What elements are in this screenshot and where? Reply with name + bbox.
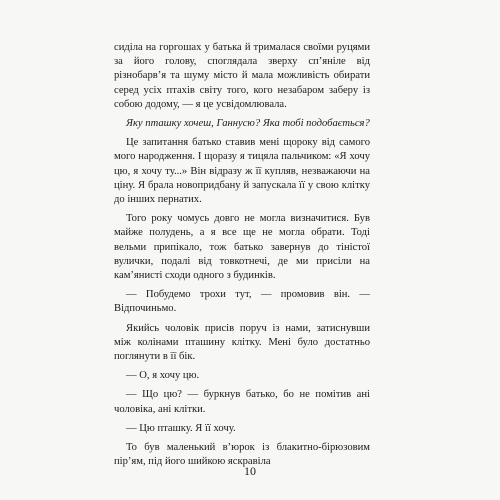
paragraph-5: — Побудемо трохи тут, — промовив він. — Відпочиньмо. bbox=[114, 289, 370, 315]
paragraph-7: — О, я хочу цю. bbox=[126, 370, 200, 382]
paragraph-1: сиділа на горгошах у батька й трималася своїми руцями за його голову, споглядала зверху сп’яніле від різнобарв’я та шуму місто й мала можливість обирати серед усіх птахів світу того, кого незабаром заберу із собою додому, — я це усвідомлювала. bbox=[114, 42, 370, 110]
paragraph-2: Яку пташку хочеш, Ганнусю? Яка тобі подобається? bbox=[126, 118, 370, 130]
page-text-body bbox=[114, 41, 370, 469]
page-number: 10 bbox=[244, 464, 256, 478]
paragraph-3: Це запитання батько ставив мені щороку від самого мого народження. І щоразу я тицяла пальчиком: «Я хочу цю, я хочу ту...» Він відразу ж її купляв, незважаючи на ціну. Я брала новопридбану й запускала її у свою клітку до інших пернатих. bbox=[114, 137, 370, 206]
paragraph-6: Якийсь чоловік присів поруч із нами, затиснувши між колінами пташину клітку. Мені було достатньо поглянути в її бік. bbox=[114, 322, 370, 363]
paragraph-9: — Цю пташку. Я її хочу. bbox=[126, 422, 236, 434]
paragraph-4: Того року чомусь довго не могла визначитися. Був майже полудень, а я все ще не могла обрати. Тоді вельми припікало, тож батько завернув до тіністої вулички, подалі від товкотнечі, де ми присіли на кам’янисті сходи одного з будинків. bbox=[114, 213, 370, 282]
paragraph-10: То був маленький в’юрок із блакитно-бірюзовим пір’ям, під його шийкою яскравіла bbox=[114, 442, 370, 468]
paragraph-8: — Що цю? — буркнув батько, бо не помітив ані чоловіка, ані клітки. bbox=[114, 389, 370, 415]
